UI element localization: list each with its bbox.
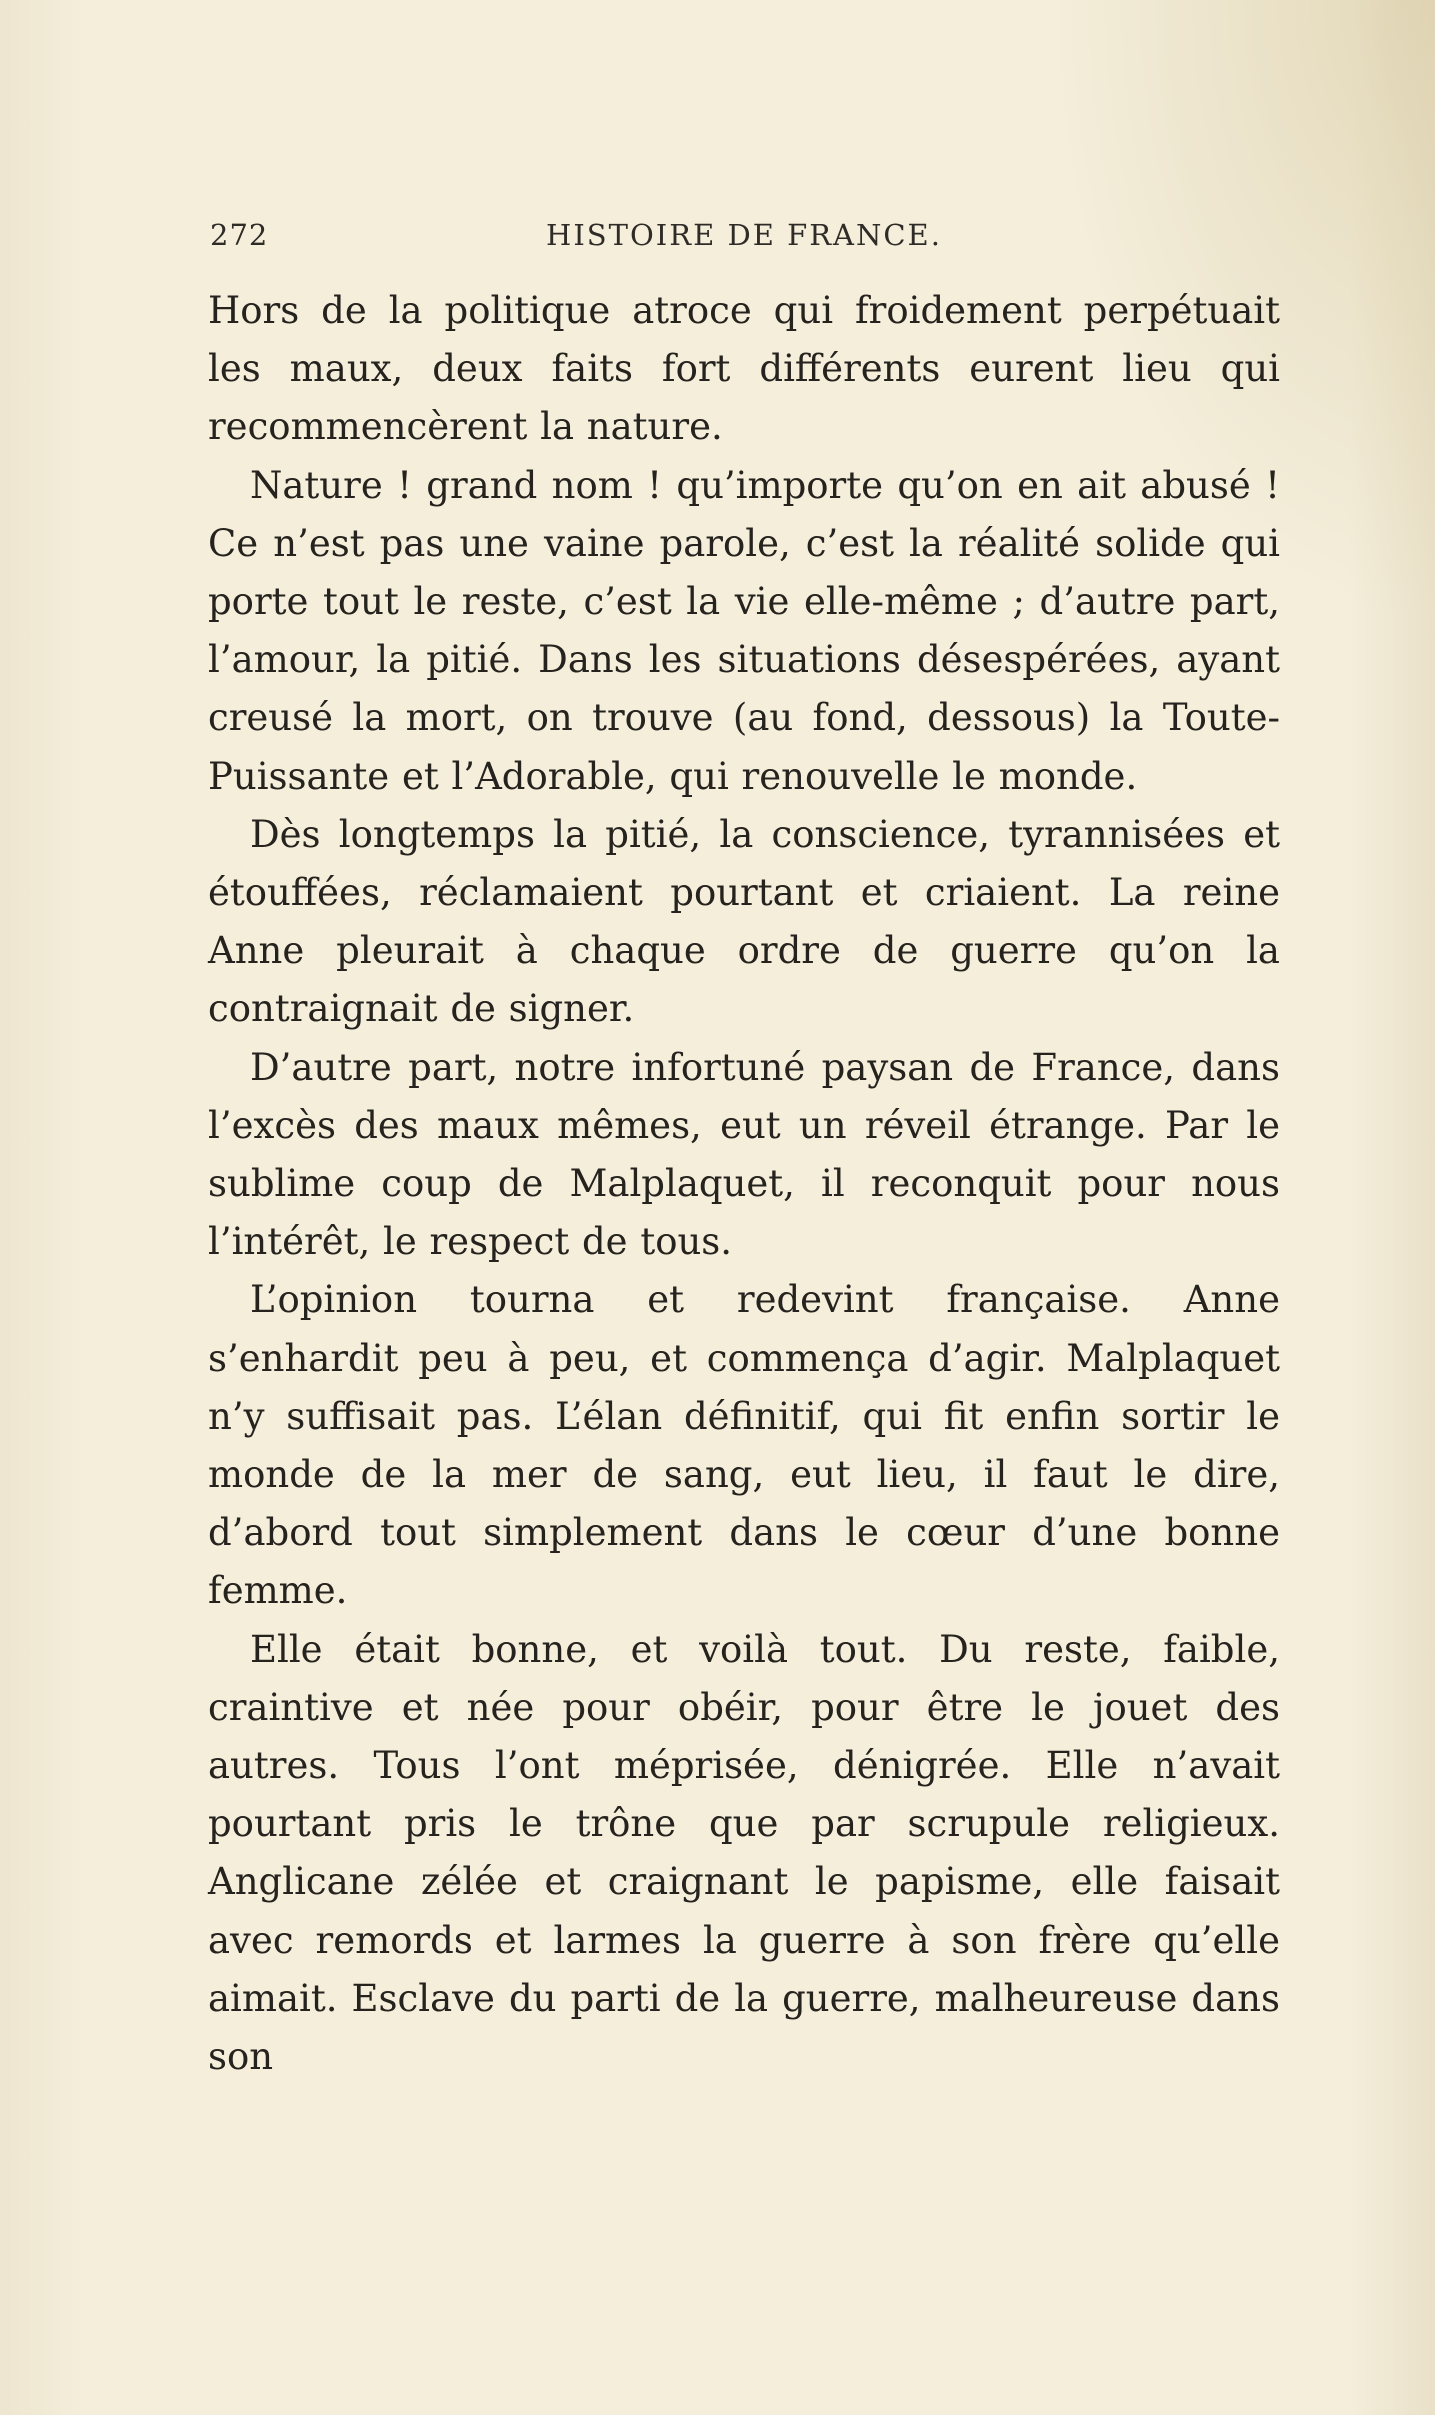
- running-title: HISTOIRE DE FRANCE.: [546, 218, 942, 252]
- body-text: [208, 282, 1280, 2086]
- page-number: 272: [210, 218, 269, 252]
- paragraph-3: Dès longtemps la pitié, la conscience, tyrannisées et étouffées, réclamaient pourtant et criaient. La reine Anne pleurait à chaque ordre de guerre qu’on la contraignait de signer.: [208, 812, 1280, 1031]
- page-header: [208, 212, 1280, 262]
- paragraph-2: Nature ! grand nom ! qu’importe qu’on en ait abusé ! Ce n’est pas une vaine parole, c’est la réalité solide qui porte tout le reste, c’est la vie elle-même ; d’autre part, l’amour, la pitié. Dans les situations désespérées, ayant creusé la mort, on trouve (au fond, dessous) la Toute-Puissante et l’Adorable, qui renouvelle le monde.: [208, 463, 1280, 798]
- paragraph-4: D’autre part, notre infortuné paysan de France, dans l’excès des maux mêmes, eut un réveil étrange. Par le sublime coup de Malplaquet, il reconquit pour nous l’intérêt, le respect de tous.: [208, 1045, 1280, 1264]
- paragraph-5: L’opinion tourna et redevint française. Anne s’enhardit peu à peu, et commença d’agir. Malplaquet n’y suffisait pas. L’élan définitif, qui fit enfin sortir le monde de la mer de sang, eut lieu, il faut le dire, d’abord tout simplement dans le cœur d’une bonne femme.: [208, 1278, 1280, 1613]
- paragraph-6: Elle était bonne, et voilà tout. Du reste, faible, craintive et née pour obéir, pour être le jouet des autres. Tous l’ont méprisée, dénigrée. Elle n’avait pourtant pris le trône que par scrupule religieux. Anglicane zélée et craignant le papisme, elle faisait avec remords et larmes la guerre à son frère qu’elle aimait. Esclave du parti de la guerre, malheureuse dans son: [208, 1627, 1280, 2079]
- paragraph-1: Hors de la politique atroce qui froidement perpétuait les maux, deux faits fort différents eurent lieu qui recommencèrent la nature.: [208, 289, 1280, 449]
